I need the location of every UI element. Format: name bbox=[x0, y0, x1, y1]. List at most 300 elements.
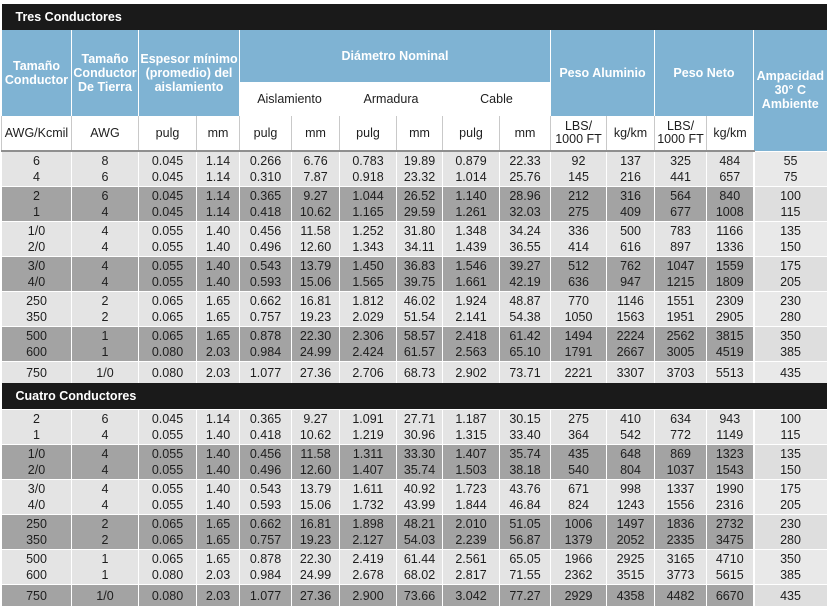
cell-value: 1.611 bbox=[352, 482, 384, 496]
cell-value: 3307 bbox=[616, 365, 645, 380]
cell-esp-mm bbox=[197, 327, 240, 362]
cell-value: 385 bbox=[780, 345, 801, 359]
cell-value: 1990 bbox=[715, 482, 744, 496]
cell-neto-kg bbox=[707, 292, 754, 327]
cell-value: 77.27 bbox=[509, 588, 541, 603]
cell-value: 2.900 bbox=[352, 588, 384, 603]
cell-value: 1543 bbox=[715, 463, 744, 477]
cell-alu-kg bbox=[607, 257, 655, 292]
cell-value: 0.055 bbox=[151, 463, 184, 477]
cell-value: 0.045 bbox=[151, 154, 184, 168]
cell-value: 4482 bbox=[666, 588, 695, 603]
unit-label: mm bbox=[500, 116, 551, 151]
cell-value: 2.563 bbox=[455, 345, 487, 359]
cell-value: 1951 bbox=[666, 310, 695, 324]
cell-value: 12.60 bbox=[299, 463, 332, 477]
cell-value: 1.40 bbox=[205, 259, 231, 273]
cell-cab-pulg bbox=[443, 222, 500, 257]
cell-conductor bbox=[2, 327, 72, 362]
cell-value: 1.65 bbox=[205, 329, 231, 343]
cell-cab-pulg bbox=[443, 585, 500, 607]
cell-ais-pulg bbox=[240, 550, 292, 585]
cell-neto-kg bbox=[707, 410, 754, 445]
cell-conductor bbox=[2, 151, 72, 187]
cell-alu-lbs bbox=[551, 187, 607, 222]
cell-value: 61.42 bbox=[509, 329, 541, 343]
cell-neto-lbs bbox=[655, 480, 707, 515]
cell-value: 0.045 bbox=[151, 189, 184, 203]
cell-value: 616 bbox=[620, 240, 641, 254]
cell-value: 2562 bbox=[666, 329, 695, 343]
unit-label: pulg bbox=[340, 116, 397, 151]
cell-cab-pulg bbox=[443, 362, 500, 384]
cell-arm-pulg bbox=[340, 362, 397, 384]
cell-value: 0.662 bbox=[249, 517, 282, 531]
cell-value: 250 bbox=[26, 517, 47, 531]
cell-value: 0.065 bbox=[151, 294, 184, 308]
cell-value: 43.99 bbox=[403, 498, 436, 512]
cell-value: 1 bbox=[101, 329, 109, 343]
cell-value: 1.65 bbox=[205, 552, 231, 566]
cell-value: 804 bbox=[620, 463, 641, 477]
cell-arm-mm bbox=[397, 410, 443, 445]
header-peso-aluminio: Peso Aluminio bbox=[551, 30, 655, 116]
cell-conductor bbox=[2, 362, 72, 384]
cell-esp-mm bbox=[197, 550, 240, 585]
cell-value: 11.58 bbox=[300, 447, 331, 461]
unit-label: pulg bbox=[443, 116, 500, 151]
cell-value: 26.52 bbox=[403, 189, 436, 203]
cell-value: 2.678 bbox=[352, 568, 384, 582]
cell-esp-mm bbox=[197, 480, 240, 515]
cell-value: 0.543 bbox=[249, 259, 282, 273]
cell-value: 409 bbox=[620, 205, 641, 219]
cell-value: 2732 bbox=[715, 517, 744, 531]
section-title-row bbox=[2, 383, 827, 410]
cell-value: 0.365 bbox=[249, 412, 282, 426]
cell-value: 435 bbox=[780, 365, 801, 380]
cell-neto-lbs bbox=[655, 550, 707, 585]
cell-value: 16.81 bbox=[299, 294, 332, 308]
cell-value: 2316 bbox=[715, 498, 744, 512]
cell-ais-pulg bbox=[240, 585, 292, 607]
cell-value: 3515 bbox=[616, 568, 645, 582]
cell-value: 1.315 bbox=[455, 428, 487, 442]
cell-value: 16.81 bbox=[299, 517, 332, 531]
cell-value: 1.40 bbox=[205, 447, 231, 461]
cell-arm-pulg bbox=[340, 292, 397, 327]
header-tamano-tierra: Tamaño Conductor De Tierra bbox=[72, 30, 139, 116]
table-row bbox=[2, 362, 827, 384]
cell-value: 4 bbox=[101, 428, 109, 442]
cell-value: 316 bbox=[620, 189, 641, 203]
cell-value: 0.080 bbox=[151, 588, 184, 603]
cell-value: 4 bbox=[101, 240, 109, 254]
cell-conductor bbox=[2, 445, 72, 480]
cell-value: 484 bbox=[719, 154, 741, 168]
cell-value: 61.44 bbox=[403, 552, 436, 566]
cell-value: 2/0 bbox=[27, 463, 46, 477]
cell-amp bbox=[754, 410, 827, 445]
cell-value: 0.045 bbox=[151, 170, 184, 184]
cell-arm-mm bbox=[397, 550, 443, 585]
cell-value: 1.14 bbox=[205, 205, 231, 219]
cell-ais-mm bbox=[292, 550, 340, 585]
cell-esp-pulg bbox=[139, 445, 197, 480]
cell-value: 6 bbox=[101, 189, 109, 203]
cell-value: 1.439 bbox=[455, 240, 487, 254]
cell-value: 230 bbox=[780, 517, 801, 531]
cell-value: 35.74 bbox=[509, 447, 541, 461]
cell-value: 1.723 bbox=[455, 482, 487, 496]
cell-tierra bbox=[72, 515, 139, 550]
cell-value: 677 bbox=[670, 205, 691, 219]
cell-ais-mm bbox=[292, 515, 340, 550]
cell-value: 542 bbox=[620, 428, 641, 442]
cell-value: 1323 bbox=[715, 447, 744, 461]
cell-value: 175 bbox=[780, 259, 801, 273]
cell-neto-lbs bbox=[655, 445, 707, 480]
cell-value: 27.71 bbox=[403, 412, 436, 426]
cell-value: 500 bbox=[26, 329, 47, 343]
cell-neto-lbs bbox=[655, 222, 707, 257]
cell-value: 1037 bbox=[666, 463, 695, 477]
cell-value: 1008 bbox=[715, 205, 744, 219]
cell-esp-pulg bbox=[139, 480, 197, 515]
cell-value: 22.33 bbox=[509, 154, 541, 168]
cell-alu-lbs bbox=[551, 222, 607, 257]
cell-tierra bbox=[72, 187, 139, 222]
cell-conductor bbox=[2, 585, 72, 607]
cell-cab-mm bbox=[500, 257, 551, 292]
cell-neto-kg bbox=[707, 515, 754, 550]
table-row bbox=[2, 445, 827, 480]
cell-esp-mm bbox=[197, 151, 240, 187]
cell-cab-mm bbox=[500, 480, 551, 515]
cell-value: 750 bbox=[26, 588, 47, 603]
cell-value: 0.456 bbox=[249, 224, 282, 238]
cell-value: 0.757 bbox=[249, 533, 282, 547]
cell-ais-pulg bbox=[240, 187, 292, 222]
cell-value: 10.62 bbox=[299, 205, 332, 219]
cell-cab-pulg bbox=[443, 257, 500, 292]
cell-value: 441 bbox=[670, 170, 691, 184]
cell-value: 0.918 bbox=[352, 170, 384, 184]
cell-value: 27.36 bbox=[299, 588, 332, 603]
cell-ais-mm bbox=[292, 327, 340, 362]
cell-value: 38.18 bbox=[509, 463, 541, 477]
unit-label: LBS/ 1000 FT bbox=[655, 116, 707, 151]
cell-ais-pulg bbox=[240, 445, 292, 480]
cell-value: 1.077 bbox=[249, 365, 282, 380]
cell-ais-pulg bbox=[240, 257, 292, 292]
cell-conductor bbox=[2, 257, 72, 292]
cell-value: 32.03 bbox=[509, 205, 541, 219]
subheader-armadura: Armadura bbox=[340, 82, 443, 116]
cell-amp bbox=[754, 257, 827, 292]
cell-value: 1337 bbox=[666, 482, 695, 496]
cell-arm-pulg bbox=[340, 257, 397, 292]
cell-value: 1.732 bbox=[352, 498, 384, 512]
cell-value: 3/0 bbox=[27, 482, 46, 496]
cell-value: 824 bbox=[568, 498, 589, 512]
cell-value: 4 bbox=[101, 447, 109, 461]
cell-neto-lbs bbox=[655, 257, 707, 292]
cell-value: 0.543 bbox=[249, 482, 282, 496]
cell-value: 1.450 bbox=[352, 259, 384, 273]
cell-value: 0.984 bbox=[249, 568, 282, 582]
cell-ais-pulg bbox=[240, 327, 292, 362]
table-row bbox=[2, 151, 827, 187]
cell-tierra bbox=[72, 151, 139, 187]
cell-ais-mm bbox=[292, 410, 340, 445]
cell-value: 1836 bbox=[666, 517, 695, 531]
cell-value: 0.418 bbox=[249, 428, 282, 442]
cell-value: 1 bbox=[101, 552, 109, 566]
cell-value: 9.27 bbox=[303, 189, 328, 203]
cell-ais-mm bbox=[292, 585, 340, 607]
cell-neto-kg bbox=[707, 151, 754, 187]
cell-value: 0.065 bbox=[151, 329, 184, 343]
header-ampacidad: Ampacidad 30° C Ambiente bbox=[754, 30, 827, 151]
cell-value: 3.042 bbox=[455, 588, 487, 603]
cell-value: 2.902 bbox=[455, 365, 487, 380]
cell-value: 36.55 bbox=[509, 240, 541, 254]
cell-esp-mm bbox=[197, 515, 240, 550]
cell-arm-mm bbox=[397, 480, 443, 515]
cell-value: 770 bbox=[568, 294, 589, 308]
cell-tierra bbox=[72, 445, 139, 480]
cell-value: 280 bbox=[780, 533, 801, 547]
cell-value: 1047 bbox=[666, 259, 695, 273]
cell-value: 3005 bbox=[666, 345, 695, 359]
cell-arm-mm bbox=[397, 187, 443, 222]
cell-cab-pulg bbox=[443, 410, 500, 445]
cell-ais-pulg bbox=[240, 151, 292, 187]
subheader-cable: Cable bbox=[443, 82, 551, 116]
cell-value: 435 bbox=[780, 588, 801, 603]
cell-cab-pulg bbox=[443, 292, 500, 327]
cell-value: 0.055 bbox=[151, 275, 184, 289]
cell-cab-mm bbox=[500, 410, 551, 445]
cell-esp-pulg bbox=[139, 292, 197, 327]
cell-value: 0.055 bbox=[151, 240, 184, 254]
cell-value: 435 bbox=[568, 447, 589, 461]
cell-neto-lbs bbox=[655, 292, 707, 327]
cell-value: 4 bbox=[101, 205, 109, 219]
cell-value: 1.407 bbox=[352, 463, 384, 477]
cell-value: 54.38 bbox=[509, 310, 541, 324]
cell-value: 2224 bbox=[616, 329, 645, 343]
cell-value: 0.055 bbox=[151, 447, 184, 461]
section-title-row bbox=[2, 4, 827, 30]
cell-value: 1563 bbox=[616, 310, 645, 324]
cell-alu-lbs bbox=[551, 585, 607, 607]
cell-value: 19.23 bbox=[299, 533, 332, 547]
cell-value: 671 bbox=[568, 482, 589, 496]
cell-value: 0.065 bbox=[151, 533, 184, 547]
cell-value: 137 bbox=[620, 154, 641, 168]
unit-label: AWG bbox=[72, 116, 139, 151]
table-row bbox=[2, 585, 827, 607]
cell-value: 4 bbox=[33, 170, 40, 184]
cell-arm-pulg bbox=[340, 445, 397, 480]
cell-ais-pulg bbox=[240, 222, 292, 257]
cell-arm-mm bbox=[397, 257, 443, 292]
cell-value: 4 bbox=[101, 482, 109, 496]
cell-arm-pulg bbox=[340, 480, 397, 515]
cell-ais-mm bbox=[292, 257, 340, 292]
cell-value: 1.252 bbox=[352, 224, 384, 238]
cell-esp-mm bbox=[197, 362, 240, 384]
cell-value: 135 bbox=[780, 447, 801, 461]
cell-value: 115 bbox=[780, 205, 801, 219]
cell-value: 135 bbox=[780, 224, 801, 238]
cell-value: 1.844 bbox=[455, 498, 487, 512]
cell-value: 2 bbox=[101, 294, 109, 308]
cell-value: 385 bbox=[780, 568, 801, 582]
cell-value: 2.424 bbox=[352, 345, 384, 359]
cell-value: 1.14 bbox=[205, 170, 231, 184]
unit-label: mm bbox=[292, 116, 340, 151]
cell-value: 600 bbox=[26, 345, 47, 359]
cell-value: 65.05 bbox=[509, 552, 541, 566]
cell-value: 897 bbox=[670, 240, 691, 254]
cell-tierra bbox=[72, 222, 139, 257]
cell-cab-pulg bbox=[443, 515, 500, 550]
cell-conductor bbox=[2, 187, 72, 222]
cell-value: 0.757 bbox=[249, 310, 282, 324]
cell-value: 1243 bbox=[616, 498, 645, 512]
cell-value: 2.010 bbox=[455, 517, 487, 531]
cell-cab-pulg bbox=[443, 550, 500, 585]
cell-value: 275 bbox=[568, 205, 589, 219]
cell-ais-pulg bbox=[240, 292, 292, 327]
cell-cab-mm bbox=[500, 585, 551, 607]
cell-value: 0.878 bbox=[249, 552, 282, 566]
cell-value: 2.029 bbox=[352, 310, 384, 324]
table-row bbox=[2, 222, 827, 257]
table-row bbox=[2, 550, 827, 585]
cell-value: 30.15 bbox=[509, 412, 541, 426]
cell-value: 998 bbox=[620, 482, 641, 496]
cell-value: 0.418 bbox=[249, 205, 282, 219]
cell-value: 4 bbox=[101, 463, 109, 477]
cell-value: 48.87 bbox=[509, 294, 541, 308]
cell-value: 0.496 bbox=[249, 463, 282, 477]
cell-cab-pulg bbox=[443, 327, 500, 362]
cell-value: 1.812 bbox=[352, 294, 384, 308]
cell-neto-lbs bbox=[655, 410, 707, 445]
cell-value: 325 bbox=[670, 154, 691, 168]
cell-value: 4358 bbox=[616, 588, 645, 603]
cell-esp-pulg bbox=[139, 515, 197, 550]
cell-neto-lbs bbox=[655, 151, 707, 187]
cell-value: 1215 bbox=[666, 275, 695, 289]
cell-value: 30.96 bbox=[403, 428, 436, 442]
cell-value: 12.60 bbox=[299, 240, 332, 254]
cell-value: 2.141 bbox=[455, 310, 487, 324]
cell-esp-mm bbox=[197, 222, 240, 257]
cell-value: 5615 bbox=[715, 568, 744, 582]
cell-esp-pulg bbox=[139, 585, 197, 607]
cell-value: 1559 bbox=[715, 259, 744, 273]
table-row bbox=[2, 257, 827, 292]
cell-cab-mm bbox=[500, 292, 551, 327]
cell-value: 1.661 bbox=[455, 275, 487, 289]
cell-value: 36.83 bbox=[403, 259, 436, 273]
cell-value: 1146 bbox=[617, 294, 644, 308]
cell-value: 92 bbox=[571, 154, 586, 168]
cell-value: 512 bbox=[568, 259, 589, 273]
cell-value: 11.58 bbox=[300, 224, 331, 238]
cell-arm-mm bbox=[397, 222, 443, 257]
cell-alu-kg bbox=[607, 362, 655, 384]
cell-value: 0.065 bbox=[151, 310, 184, 324]
cell-value: 636 bbox=[568, 275, 589, 289]
cell-value: 5513 bbox=[715, 365, 744, 380]
table-row bbox=[2, 187, 827, 222]
cell-arm-mm bbox=[397, 445, 443, 480]
section-title: Cuatro Conductores bbox=[2, 383, 827, 410]
cell-value: 4710 bbox=[715, 552, 744, 566]
cell-value: 1.40 bbox=[205, 428, 231, 442]
cell-ais-mm bbox=[292, 292, 340, 327]
cell-value: 1.40 bbox=[205, 482, 231, 496]
cell-amp bbox=[754, 480, 827, 515]
cell-value: 500 bbox=[620, 224, 641, 238]
cell-value: 0.456 bbox=[249, 447, 282, 461]
cell-value: 540 bbox=[568, 463, 589, 477]
cell-value: 7.87 bbox=[303, 170, 328, 184]
cell-value: 8 bbox=[101, 154, 109, 168]
cell-arm-pulg bbox=[340, 187, 397, 222]
cell-alu-lbs bbox=[551, 480, 607, 515]
cell-value: 0.496 bbox=[249, 240, 282, 254]
cell-value: 1.219 bbox=[352, 428, 384, 442]
cell-value: 783 bbox=[670, 224, 691, 238]
cell-value: 0.365 bbox=[249, 189, 282, 203]
cell-value: 657 bbox=[719, 170, 741, 184]
cell-value: 1.091 bbox=[352, 412, 384, 426]
cell-cab-pulg bbox=[443, 480, 500, 515]
cell-amp bbox=[754, 327, 827, 362]
cell-value: 4/0 bbox=[27, 275, 46, 289]
cell-alu-kg bbox=[607, 222, 655, 257]
cell-value: 1/0 bbox=[96, 588, 114, 603]
cell-amp bbox=[754, 222, 827, 257]
cell-esp-pulg bbox=[139, 222, 197, 257]
cell-amp bbox=[754, 585, 827, 607]
cell-value: 68.02 bbox=[403, 568, 436, 582]
cell-ais-mm bbox=[292, 151, 340, 187]
cell-neto-kg bbox=[707, 480, 754, 515]
unit-label: pulg bbox=[139, 116, 197, 151]
cell-value: 24.99 bbox=[299, 345, 332, 359]
cell-tierra bbox=[72, 410, 139, 445]
cell-value: 0.080 bbox=[151, 568, 184, 582]
cell-alu-kg bbox=[607, 445, 655, 480]
cell-alu-kg bbox=[607, 327, 655, 362]
cell-neto-lbs bbox=[655, 187, 707, 222]
cell-cab-mm bbox=[500, 151, 551, 187]
cell-esp-pulg bbox=[139, 410, 197, 445]
cell-value: 280 bbox=[780, 310, 801, 324]
cell-value: 1.044 bbox=[352, 189, 384, 203]
cell-value: 500 bbox=[26, 552, 47, 566]
cell-neto-lbs bbox=[655, 362, 707, 384]
cell-value: 19.89 bbox=[403, 154, 436, 168]
